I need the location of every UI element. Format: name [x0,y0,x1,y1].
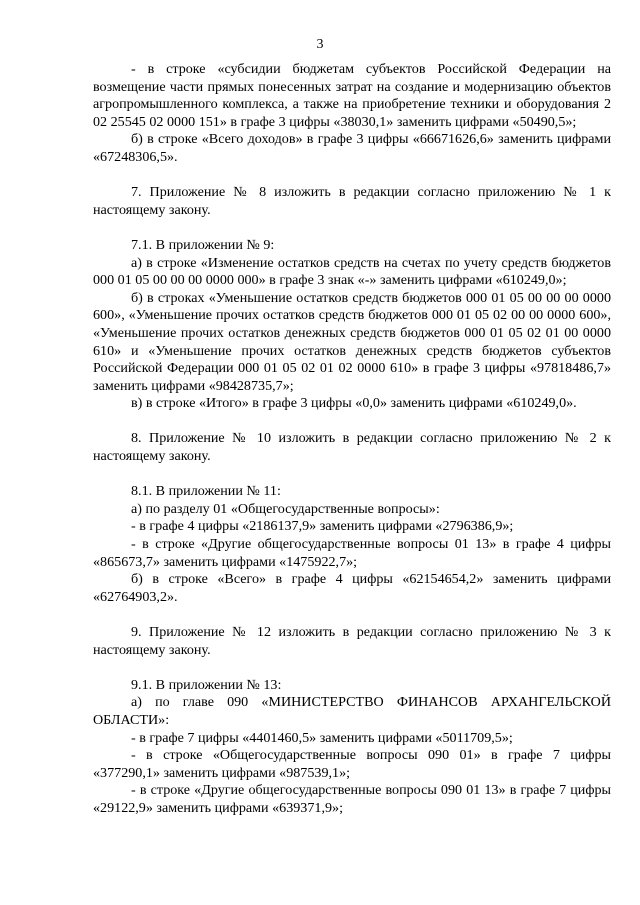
paragraph: 8.1. В приложении № 11: [131,483,281,500]
page-number: 3 [316,37,324,52]
paragraph-gap [93,167,611,185]
document-body [93,61,611,818]
paragraph-gap [93,659,611,677]
paragraph: 9.1. В приложении № 13: [131,676,282,693]
paragraph: 7.1. В приложении № 9: [131,236,275,253]
paragraph-gap [93,606,611,624]
paragraph: - в строке «субсидии бюджетам субъектов Российской Федерации на возмещение части прямых понесенных затрат на создание и модернизацию объектов агропромышленного комплекса, а также на приобретение техники и оборудования 2 02 25545 02 0000 151» в графе 3 цифры «38030,1» заменить цифрами «50490,5»; [93,61,611,130]
paragraph: - в графе 4 цифры «2186137,9» заменить цифрами «2796386,9»; [131,518,514,535]
paragraph: 9. Приложение № 12 изложить в редакции согласно приложению № 3 к настоящему закону. [93,624,611,658]
paragraph: 8. Приложение № 10 изложить в редакции согласно приложению № 2 к настоящему закону. [93,430,611,465]
paragraph-gap [93,466,611,484]
paragraph: - в строке «Другие общегосударственные вопросы 01 13» в графе 4 цифры «865673,7» заменить цифрами «1475922,7»; [93,536,611,570]
paragraph: а) в строке «Изменение остатков средств на счетах по учету средств бюджетов 000 01 05 00 00 00 0000 000» в графе 3 знак «-» заменить цифрами «610249,0»; [93,254,611,289]
paragraph: 7. Приложение № 8 изложить в редакции согласно приложению № 1 к настоящему закону. [93,184,611,218]
paragraph-gap [93,413,611,431]
paragraph: в) в строке «Итого» в графе 3 цифры «0,0» заменить цифрами «610249,0». [131,395,577,412]
paragraph: б) в строке «Всего» в графе 4 цифры «62154654,2» заменить цифрами «62764903,2». [93,571,611,605]
paragraph: б) в строке «Всего доходов» в графе 3 цифры «66671626,6» заменить цифрами «67248306,5». [93,131,611,165]
paragraph: б) в строках «Уменьшение остатков средств бюджетов 000 01 05 00 00 00 0000 600», «Уменьшение прочих остатков средств бюджетов 000 01 05 02 00 00 0000 600», «Уменьшение прочих остатков денежных средств бюджетов 000 01 05 02 01 00 0000 610» и «Уменьшение прочих остатков денежных средств бюджетов субъектов Российской Федерации 000 01 05 02 01 02 0000 610» в графе 3 цифры «97818486,7» заменить цифрами «98428735,7»; [93,289,611,394]
paragraph: - в строке «Другие общегосударственные вопросы 090 01 13» в графе 7 цифры «29122,9» заменить цифрами «639371,9»; [93,782,611,816]
paragraph: - в графе 7 цифры «4401460,5» заменить цифрами «5011709,5»; [131,729,513,746]
paragraph: а) по разделу 01 «Общегосударственные вопросы»: [131,500,440,517]
paragraph: - в строке «Общегосударственные вопросы 090 01» в графе 7 цифры «377290,1» заменить цифрами «987539,1»; [93,747,611,781]
paragraph-gap [93,219,611,237]
paragraph: а) по главе 090 «МИНИСТЕРСТВО ФИНАНСОВ АРХАНГЕЛЬСКОЙ ОБЛАСТИ»: [93,694,611,728]
